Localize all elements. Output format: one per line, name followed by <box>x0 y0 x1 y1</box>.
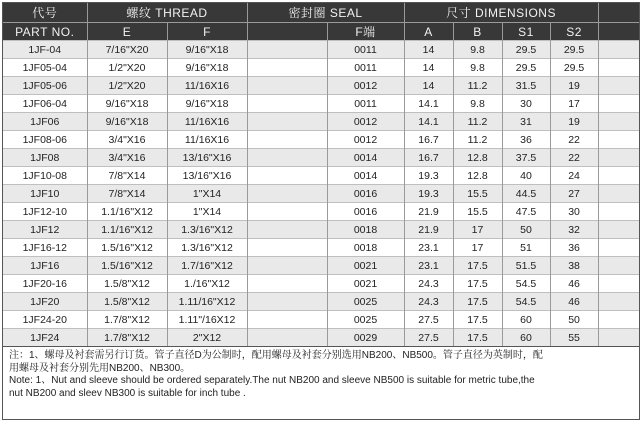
cell-thread-e: 1.7/8"X12 <box>87 311 167 329</box>
note-cn-line-2: 用螺母及衬套分别先用NB200、NB300。 <box>9 362 191 374</box>
cell-dim-b: 17.5 <box>453 275 502 293</box>
cell-thread-e: 3/4"X16 <box>87 149 167 167</box>
cell-dim-b: 12.8 <box>453 167 502 185</box>
cell-blank-2 <box>598 131 639 149</box>
cell-part-no: 1JF12 <box>3 221 87 239</box>
note-en-line-2: nut NB200 and sleev NB300 is suitable for inch tube . <box>9 387 246 399</box>
cell-dim-s2: 19 <box>550 113 598 131</box>
cell-dim-s2: 38 <box>550 257 598 275</box>
cell-dim-s2: 36 <box>550 239 598 257</box>
cell-part-no: 1JF08-06 <box>3 131 87 149</box>
cell-dim-s2: 55 <box>550 329 598 347</box>
cell-thread-f: 1./16"X12 <box>167 275 247 293</box>
cell-blank <box>247 185 327 203</box>
header-col-f-end: F端 <box>327 23 404 41</box>
cell-part-no: 1JF24-20 <box>3 311 87 329</box>
cell-thread-f: 11/16X16 <box>167 131 247 149</box>
cell-dim-b: 12.8 <box>453 149 502 167</box>
cell-dim-b: 17 <box>453 239 502 257</box>
cell-seal: 0012 <box>327 113 404 131</box>
cell-thread-f: 9/16"X18 <box>167 95 247 113</box>
cell-blank-2 <box>598 95 639 113</box>
header-part-no: PART NO. <box>3 23 87 41</box>
cell-blank <box>247 95 327 113</box>
cell-part-no: 1JF16-12 <box>3 239 87 257</box>
cell-dim-a: 21.9 <box>404 203 453 221</box>
cell-blank-2 <box>598 41 639 59</box>
cell-thread-f: 1"X14 <box>167 203 247 221</box>
notes <box>3 346 639 400</box>
cell-part-no: 1JF20-16 <box>3 275 87 293</box>
cell-dim-s1: 36 <box>502 131 550 149</box>
cell-blank-2 <box>598 149 639 167</box>
cell-part-no: 1JF08 <box>3 149 87 167</box>
cell-dim-s2: 22 <box>550 149 598 167</box>
cell-blank-2 <box>598 203 639 221</box>
cell-dim-s2: 24 <box>550 167 598 185</box>
cell-blank-2 <box>598 293 639 311</box>
header-col-b: B <box>453 23 502 41</box>
cell-blank <box>247 221 327 239</box>
dimensions-table <box>3 3 639 346</box>
cell-thread-f: 1.7/16"X12 <box>167 257 247 275</box>
header-dimensions: 尺寸 DIMENSIONS <box>404 3 598 23</box>
cell-seal: 0025 <box>327 311 404 329</box>
cell-dim-a: 14.1 <box>404 113 453 131</box>
cell-thread-e: 9/16"X18 <box>87 113 167 131</box>
table-body <box>3 41 639 347</box>
cell-thread-f: 9/16"X18 <box>167 59 247 77</box>
cell-blank <box>247 41 327 59</box>
cell-dim-s1: 50 <box>502 221 550 239</box>
cell-blank <box>247 275 327 293</box>
cell-dim-s1: 51 <box>502 239 550 257</box>
cell-thread-e: 1/2"X20 <box>87 59 167 77</box>
table-row <box>3 257 639 275</box>
cell-seal: 0012 <box>327 77 404 95</box>
cell-thread-e: 1/2"X20 <box>87 77 167 95</box>
cell-thread-f: 1.3/16"X12 <box>167 239 247 257</box>
cell-dim-a: 16.7 <box>404 149 453 167</box>
cell-dim-s2: 32 <box>550 221 598 239</box>
cell-blank-2 <box>598 221 639 239</box>
table-row <box>3 275 639 293</box>
cell-seal: 0011 <box>327 59 404 77</box>
cell-thread-f: 13/16"X16 <box>167 167 247 185</box>
cell-dim-s1: 29.5 <box>502 59 550 77</box>
cell-seal: 0018 <box>327 239 404 257</box>
cell-dim-s1: 44.5 <box>502 185 550 203</box>
cell-dim-b: 17.5 <box>453 257 502 275</box>
cell-blank <box>247 329 327 347</box>
cell-part-no: 1JF10-08 <box>3 167 87 185</box>
cell-thread-f: 2"X12 <box>167 329 247 347</box>
cell-dim-s1: 54.5 <box>502 293 550 311</box>
cell-dim-b: 17 <box>453 221 502 239</box>
cell-blank-2 <box>598 113 639 131</box>
cell-part-no: 1JF05-06 <box>3 77 87 95</box>
cell-blank <box>247 203 327 221</box>
cell-blank-2 <box>598 239 639 257</box>
cell-blank-2 <box>598 167 639 185</box>
cell-seal: 0018 <box>327 221 404 239</box>
header-code-cn: 代号 <box>3 3 87 23</box>
cell-dim-s1: 31.5 <box>502 77 550 95</box>
header-col-f: F <box>167 23 247 41</box>
cell-part-no: 1JF12-10 <box>3 203 87 221</box>
header-col-s2: S2 <box>550 23 598 41</box>
cell-thread-f: 13/16"X16 <box>167 149 247 167</box>
cell-blank <box>247 77 327 95</box>
cell-dim-s1: 51.5 <box>502 257 550 275</box>
cell-dim-a: 14 <box>404 59 453 77</box>
cell-dim-b: 15.5 <box>453 203 502 221</box>
table-row <box>3 131 639 149</box>
cell-seal: 0014 <box>327 167 404 185</box>
table-row <box>3 77 639 95</box>
cell-seal: 0016 <box>327 185 404 203</box>
note-cn-line-1: 注：1、螺母及衬套需另行订货。管子直径D为公制时，配用螺母及衬套分别选用NB200、NB500。管子直径为英制时，配 <box>9 350 543 361</box>
cell-thread-e: 9/16"X18 <box>87 95 167 113</box>
cell-dim-a: 24.3 <box>404 275 453 293</box>
table-row <box>3 59 639 77</box>
cell-thread-e: 1.5/16"X12 <box>87 257 167 275</box>
cell-dim-s2: 46 <box>550 293 598 311</box>
table-row <box>3 41 639 59</box>
cell-dim-b: 9.8 <box>453 41 502 59</box>
cell-thread-f: 11/16X16 <box>167 77 247 95</box>
cell-dim-a: 14 <box>404 77 453 95</box>
cell-dim-b: 17.5 <box>453 311 502 329</box>
cell-dim-b: 9.8 <box>453 95 502 113</box>
cell-dim-s2: 46 <box>550 275 598 293</box>
cell-dim-a: 24.3 <box>404 293 453 311</box>
cell-blank-2 <box>598 257 639 275</box>
cell-thread-f: 9/16"X18 <box>167 41 247 59</box>
cell-blank <box>247 167 327 185</box>
cell-dim-b: 11.2 <box>453 77 502 95</box>
cell-blank <box>247 257 327 275</box>
cell-seal: 0011 <box>327 95 404 113</box>
cell-blank <box>247 311 327 329</box>
cell-dim-s1: 31 <box>502 113 550 131</box>
table-row <box>3 167 639 185</box>
cell-dim-b: 17.5 <box>453 293 502 311</box>
cell-thread-f: 11/16X16 <box>167 113 247 131</box>
cell-thread-f: 1.11/16"X12 <box>167 293 247 311</box>
cell-thread-e: 7/8"X14 <box>87 167 167 185</box>
cell-thread-e: 1.1/16"X12 <box>87 221 167 239</box>
cell-part-no: 1JF05-04 <box>3 59 87 77</box>
table-row <box>3 293 639 311</box>
cell-dim-s2: 19 <box>550 77 598 95</box>
cell-dim-s1: 40 <box>502 167 550 185</box>
cell-dim-a: 19.3 <box>404 167 453 185</box>
cell-dim-a: 14.1 <box>404 95 453 113</box>
cell-dim-s2: 29.5 <box>550 41 598 59</box>
cell-seal: 0014 <box>327 149 404 167</box>
cell-thread-e: 1.5/8"X12 <box>87 275 167 293</box>
cell-thread-f: 1.11"/16X12 <box>167 311 247 329</box>
cell-seal: 0021 <box>327 257 404 275</box>
cell-thread-e: 1.1/16"X12 <box>87 203 167 221</box>
cell-dim-a: 23.1 <box>404 257 453 275</box>
cell-dim-a: 14 <box>404 41 453 59</box>
cell-dim-a: 27.5 <box>404 329 453 347</box>
table-row <box>3 311 639 329</box>
cell-seal: 0029 <box>327 329 404 347</box>
table-row <box>3 239 639 257</box>
spec-sheet <box>2 2 640 420</box>
cell-dim-a: 27.5 <box>404 311 453 329</box>
cell-dim-s2: 27 <box>550 185 598 203</box>
note-en-line-1: Note: 1、Nut and sleeve should be ordered separately.The nut NB200 and sleeve NB500 is suitable for metric tube,the <box>9 375 535 386</box>
cell-dim-b: 15.5 <box>453 185 502 203</box>
cell-dim-b: 11.2 <box>453 113 502 131</box>
cell-thread-e: 1.5/8"X12 <box>87 293 167 311</box>
cell-dim-a: 23.1 <box>404 239 453 257</box>
cell-seal: 0025 <box>327 293 404 311</box>
cell-blank <box>247 59 327 77</box>
cell-part-no: 1JF06 <box>3 113 87 131</box>
cell-dim-s2: 22 <box>550 131 598 149</box>
table-row <box>3 149 639 167</box>
header-col-a: A <box>404 23 453 41</box>
table-row <box>3 221 639 239</box>
cell-thread-e: 1.5/16"X12 <box>87 239 167 257</box>
header-col-s1: S1 <box>502 23 550 41</box>
cell-dim-s2: 29.5 <box>550 59 598 77</box>
cell-blank-2 <box>598 77 639 95</box>
cell-thread-f: 1.3/16"X12 <box>167 221 247 239</box>
cell-part-no: 1JF16 <box>3 257 87 275</box>
cell-thread-f: 1"X14 <box>167 185 247 203</box>
cell-thread-e: 1.7/8"X12 <box>87 329 167 347</box>
cell-dim-a: 21.9 <box>404 221 453 239</box>
cell-dim-a: 19.3 <box>404 185 453 203</box>
header-seal: 密封圈 SEAL <box>247 3 404 23</box>
cell-dim-s1: 30 <box>502 95 550 113</box>
cell-dim-a: 16.7 <box>404 131 453 149</box>
header-col-e: E <box>87 23 167 41</box>
cell-dim-s2: 30 <box>550 203 598 221</box>
header-spacer <box>598 3 639 23</box>
cell-blank <box>247 239 327 257</box>
cell-blank <box>247 149 327 167</box>
cell-part-no: 1JF06-04 <box>3 95 87 113</box>
table-row <box>3 329 639 347</box>
cell-thread-e: 3/4"X16 <box>87 131 167 149</box>
cell-thread-e: 7/8"X14 <box>87 185 167 203</box>
cell-dim-s1: 29.5 <box>502 41 550 59</box>
cell-part-no: 1JF20 <box>3 293 87 311</box>
cell-seal: 0016 <box>327 203 404 221</box>
header-col-blank <box>247 23 327 41</box>
cell-blank-2 <box>598 275 639 293</box>
cell-blank <box>247 293 327 311</box>
cell-dim-b: 11.2 <box>453 131 502 149</box>
table-row <box>3 203 639 221</box>
cell-dim-b: 17.5 <box>453 329 502 347</box>
table-row <box>3 95 639 113</box>
cell-blank-2 <box>598 185 639 203</box>
cell-dim-s2: 17 <box>550 95 598 113</box>
cell-blank-2 <box>598 329 639 347</box>
cell-dim-s1: 54.5 <box>502 275 550 293</box>
cell-dim-s2: 50 <box>550 311 598 329</box>
header-thread: 螺纹 THREAD <box>87 3 247 23</box>
cell-dim-s1: 37.5 <box>502 149 550 167</box>
cell-blank <box>247 113 327 131</box>
cell-part-no: 1JF10 <box>3 185 87 203</box>
table-row <box>3 113 639 131</box>
cell-blank <box>247 131 327 149</box>
cell-part-no: 1JF24 <box>3 329 87 347</box>
table-row <box>3 185 639 203</box>
cell-blank-2 <box>598 59 639 77</box>
cell-seal: 0012 <box>327 131 404 149</box>
cell-blank-2 <box>598 311 639 329</box>
cell-dim-s1: 47.5 <box>502 203 550 221</box>
cell-part-no: 1JF-04 <box>3 41 87 59</box>
cell-dim-s1: 60 <box>502 329 550 347</box>
cell-dim-s1: 60 <box>502 311 550 329</box>
cell-thread-e: 7/16"X20 <box>87 41 167 59</box>
cell-seal: 0021 <box>327 275 404 293</box>
cell-dim-b: 9.8 <box>453 59 502 77</box>
cell-seal: 0011 <box>327 41 404 59</box>
header-col-blank-2 <box>598 23 639 41</box>
